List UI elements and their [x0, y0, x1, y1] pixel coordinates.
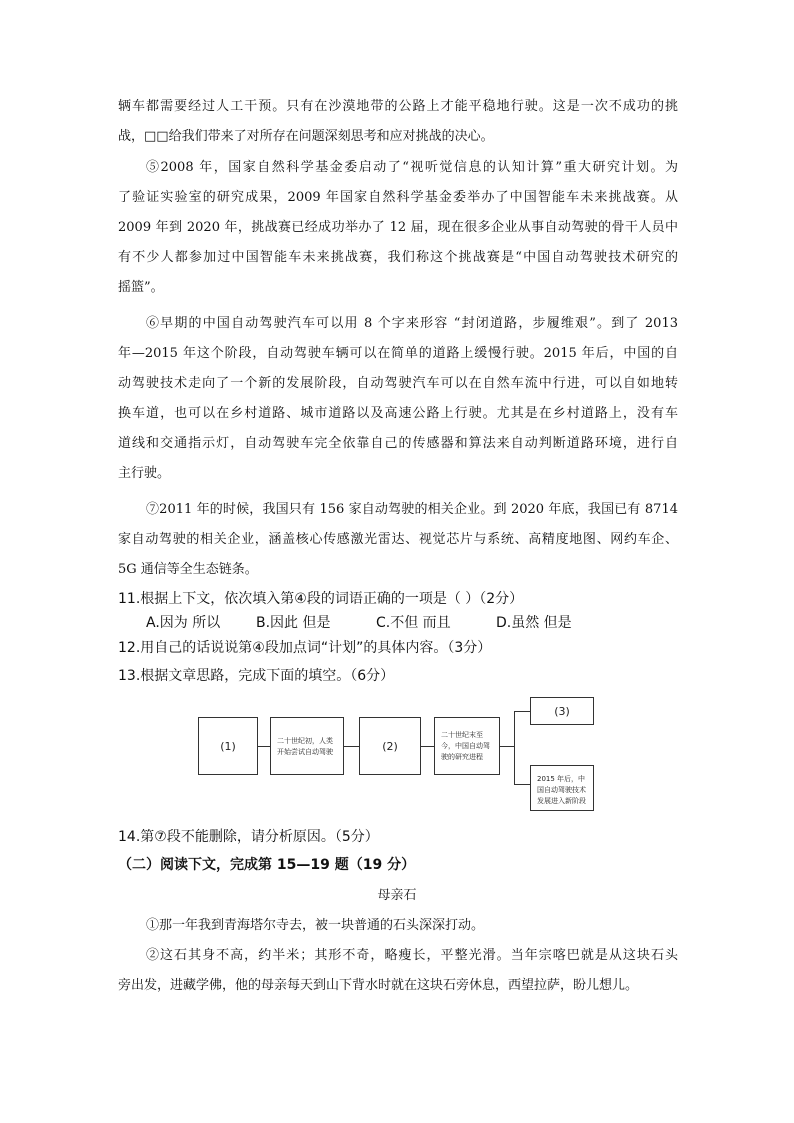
connector-line	[514, 711, 530, 712]
paragraph-7-line-2: 家自动驾驶的相关企业，涵盖核心传感激光雷达、视觉芯片与系统、高精度地图、网约车企、	[118, 532, 678, 547]
paragraph-6-line-2: 年—2015 年这个阶段，自动驾驶车辆可以在简单的道路上缓慢行驶。2015 年后，中国的自	[118, 346, 678, 361]
connector-line	[514, 784, 530, 785]
diagram-blank-1: (1)	[198, 717, 258, 775]
section-2-paragraph-2-line-2: 旁出发，进藏学佛，他的母亲每天到山下背水时就在这块石旁休息，西望拉萨，盼儿想儿。	[118, 978, 639, 993]
diagram-box-early-20th-century: 二十世纪初，人类开始尝试自动驾驶	[270, 717, 344, 775]
option-b: B.因此 但是	[256, 615, 331, 631]
question-11-options	[146, 611, 666, 635]
paragraph-4-line-2: 战，□□给我们带来了对所存在问题深刻思考和应对挑战的决心。	[118, 129, 494, 144]
article-title: 母亲石	[377, 888, 417, 903]
paragraph-6-line-3: 动驾驶技术走向了一个新的发展阶段，自动驾驶汽车可以在自然车流中行进，可以自如地转	[118, 376, 678, 391]
paragraph-6-line-5: 道线和交通指示灯，自动驾驶车完全依靠自己的传感器和算法来自动判断道路环境，进行自	[118, 436, 678, 451]
diagram-blank-2: (2)	[359, 717, 421, 775]
paragraph-5-line-3: 2009 年到 2020 年，挑战赛已经成功举办了 12 届，现在很多企业从事自动驾驶的骨干人员中	[118, 220, 678, 235]
question-13: 13.根据文章思路，完成下面的填空。（6分）	[118, 668, 395, 684]
paragraph-7-line-3: 5G 通信等全生态链条。	[118, 562, 258, 577]
option-c: C.不但 而且	[376, 615, 451, 631]
question-14: 14.第⑦段不能删除，请分析原因。（5分）	[118, 829, 379, 845]
connector-line	[344, 746, 359, 747]
paragraph-5-line-2: 了验证实验室的研究成果，2009 年国家自然科学基金委举办了中国智能车未来挑战赛。从	[118, 190, 678, 205]
section-2-paragraph-1: ①那一年我到青海塔尔寺去，被一块普通的石头深深打动。	[146, 918, 485, 933]
question-11: 11.根据上下文，依次填入第④段的词语正确的一项是（ ）（2分）	[118, 591, 524, 607]
section-2-paragraph-2-line-1: ②这石其身不高，约半米；其形不奇，略瘦长，平整光滑。当年宗喀巴就是从这块石头	[146, 948, 678, 963]
option-d: D.虽然 但是	[496, 615, 572, 631]
paragraph-6-line-1: ⑥早期的中国自动驾驶汽车可以用 8 个字来形容 “封闭道路，步履维艰”。到了 2013	[146, 316, 678, 331]
connector-line	[421, 746, 434, 747]
diagram-blank-3: (3)	[530, 697, 594, 725]
paragraph-5-line-1: ⑤2008 年，国家自然科学基金委启动了“视听觉信息的认知计算”重大研究计划。为	[146, 160, 678, 175]
connector-line	[258, 746, 270, 747]
paragraph-4-line-1: 辆车都需要经过人工干预。只有在沙漠地带的公路上才能平稳地行驶。这是一次不成功的挑	[118, 99, 678, 114]
connector-line	[500, 746, 514, 747]
paragraph-5-line-4: 有不少人都参加过中国智能车未来挑战赛，我们称这个挑战赛是“中国自动驾驶技术研究的	[118, 250, 678, 265]
paragraph-6-line-6: 主行驶。	[118, 466, 171, 481]
connector-branch	[514, 711, 515, 784]
paragraph-5-line-5: 摇篮”。	[118, 280, 164, 295]
paragraph-7-line-1: ⑦2011 年的时候，我国只有 156 家自动驾驶的相关企业。到 2020 年底，我国已有 8714	[146, 502, 678, 517]
diagram-box-late-20th-century: 二十世纪末至今，中国自动驾驶的研究进程	[434, 717, 500, 775]
paragraph-6-line-4: 换车道，也可以在乡村道路、城市道路以及高速公路上行驶。尤其是在乡村道路上，没有车	[118, 406, 678, 421]
section-2-heading: （二）阅读下文，完成第 15—19 题（19 分）	[118, 857, 416, 873]
option-a: A.因为 所以	[146, 615, 221, 631]
question-12: 12.用自己的话说说第④段加点词“计划”的具体内容。（3分）	[118, 640, 492, 656]
diagram-box-after-2015: 2015 年后，中国自动驾驶技术发展进入新阶段	[530, 765, 594, 811]
